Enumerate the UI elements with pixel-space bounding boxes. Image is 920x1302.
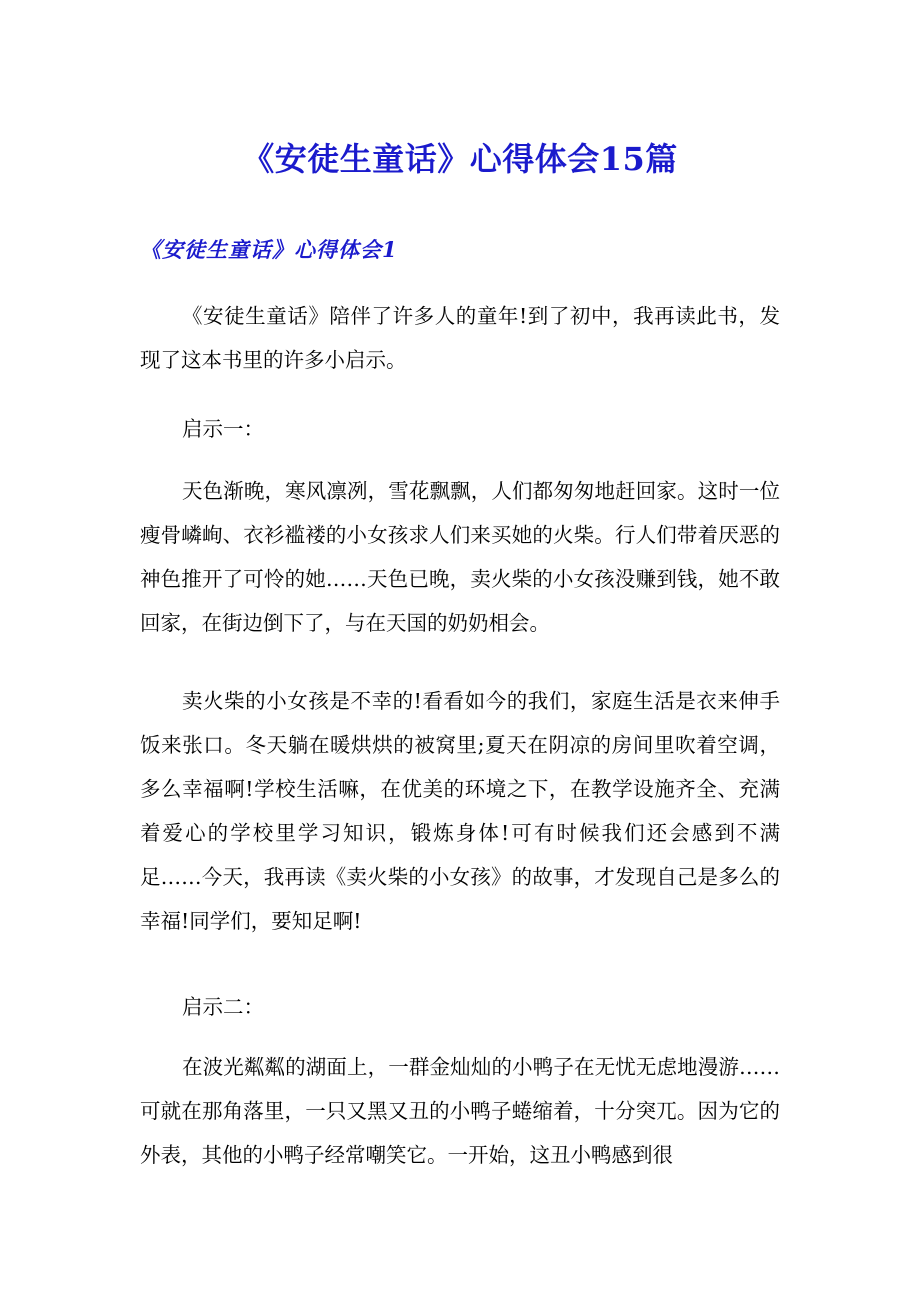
paragraph-insight-one-heading: 启示一：: [182, 417, 264, 441]
paragraph-insight-two-heading: 启示二：: [182, 995, 264, 1019]
paragraph-intro: 《安徒生童话》陪伴了许多人的童年!到了初中，我再读此书，发现了这本书里的许多小启示。: [140, 304, 780, 372]
section-title: 《安徒生童话》心得体会1: [140, 237, 398, 262]
paragraph-match-girl-reflection: 卖火柴的小女孩是不幸的!看看如今的我们，家庭生活是衣来伸手饭来张口。冬天躺在暖烘烘的被窝里;夏天在阴凉的房间里吹着空调，多么幸福啊!学校生活嘛，在优美的环境之下，在教学设施齐全、充满着爱心的学校里学习知识，锻炼身体!可有时候我们还会感到不满足……今天，我再读《卖火柴的小女孩》的故事，才发现自己是多么的幸福!同学们，要知足啊!: [140, 689, 780, 933]
paragraph-ugly-duckling-story: 在波光粼粼的湖面上，一群金灿灿的小鸭子在无忧无虑地漫游……可就在那角落里，一只又黑又丑的小鸭子蜷缩着，十分突兀。因为它的外表，其他的小鸭子经常嘲笑它。一开始，这丑小鸭感到很: [140, 1055, 780, 1167]
document-title: 《安徒生童话》心得体会15篇: [242, 140, 678, 178]
paragraph-match-girl-story: 天色渐晚，寒风凛冽，雪花飘飘，人们都匆匆地赶回家。这时一位瘦骨嶙峋、衣衫褴褛的小女孩求人们来买她的火柴。行人们带着厌恶的神色推开了可怜的她……天色已晚，卖火柴的小女孩没赚到钱，她不敢回家，在街边倒下了，与在天国的奶奶相会。: [140, 479, 780, 635]
